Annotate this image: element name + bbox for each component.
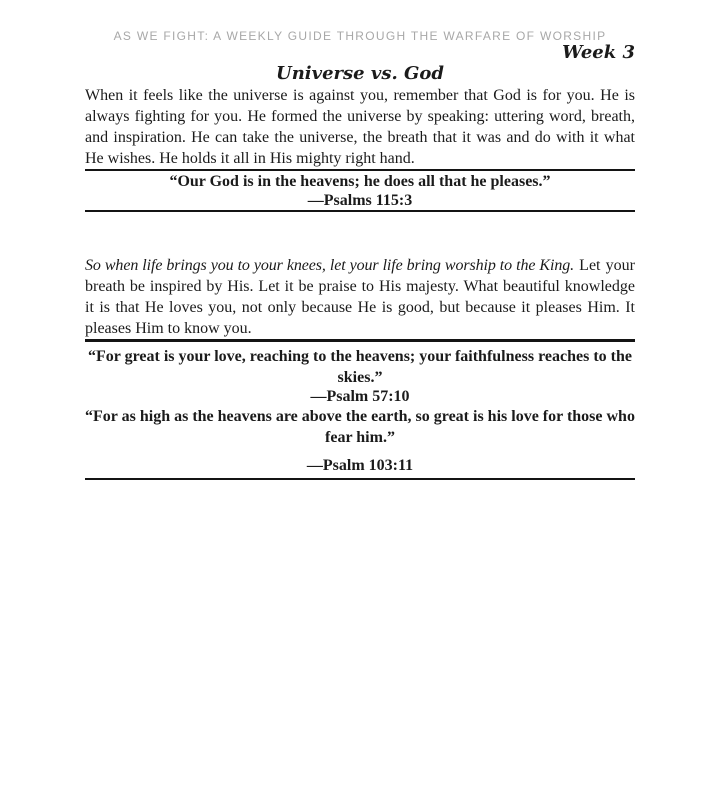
page-content bbox=[85, 43, 635, 480]
scripture-quote-text: “For as high as the heavens are above the earth, so great is his love for those who fear him.” bbox=[85, 408, 635, 446]
scripture-attribution: —Psalms 115:3 bbox=[307, 191, 413, 209]
scripture-attribution: —Psalm 103:11 bbox=[306, 457, 414, 474]
scripture-quote-text: “Our God is in the heavens; he does all that he pleases.” bbox=[169, 172, 551, 190]
horizontal-rule-bottom-1 bbox=[85, 210, 635, 213]
horizontal-rule-bottom-3 bbox=[85, 478, 635, 480]
paragraph-2-italic-sentence: So when life brings you to your knees, let your life bring worship to the King. bbox=[85, 257, 575, 274]
scripture-quote-text: “For great is your love, reaching to the heavens; your faithfulness reaches to the skies.” bbox=[88, 348, 632, 386]
scripture-attribution: —Psalm 57:10 bbox=[310, 388, 410, 405]
week-label: Week 3 bbox=[562, 42, 635, 63]
body-paragraph-1: When it feels like the universe is against you, remember that God is for you. He is always fighting for you. He formed the universe by speaking: uttering word, breath, and inspiration. He can take the universe, the breath that it was and do with it what He wishes. He holds it all in His mighty right hand. bbox=[85, 87, 635, 167]
scripture-quote-block-3 bbox=[85, 406, 635, 480]
scripture-quote-block-2 bbox=[85, 339, 635, 406]
running-header: AS WE FIGHT: A WEEKLY GUIDE THROUGH THE WARFARE OF WORSHIP bbox=[113, 29, 607, 43]
horizontal-rule-top-2 bbox=[85, 339, 635, 342]
paragraph-2-rest: Let your breath be inspired by His. Let it be praise to His majesty. What beautiful knowledge it is that He loves you, not only because He is good, but because it pleases Him. It pleases Him to know you. bbox=[85, 257, 635, 337]
chapter-title: Universe vs. God bbox=[276, 63, 444, 84]
body-paragraph-2 bbox=[85, 255, 635, 339]
scripture-quote-block-1 bbox=[85, 169, 635, 212]
